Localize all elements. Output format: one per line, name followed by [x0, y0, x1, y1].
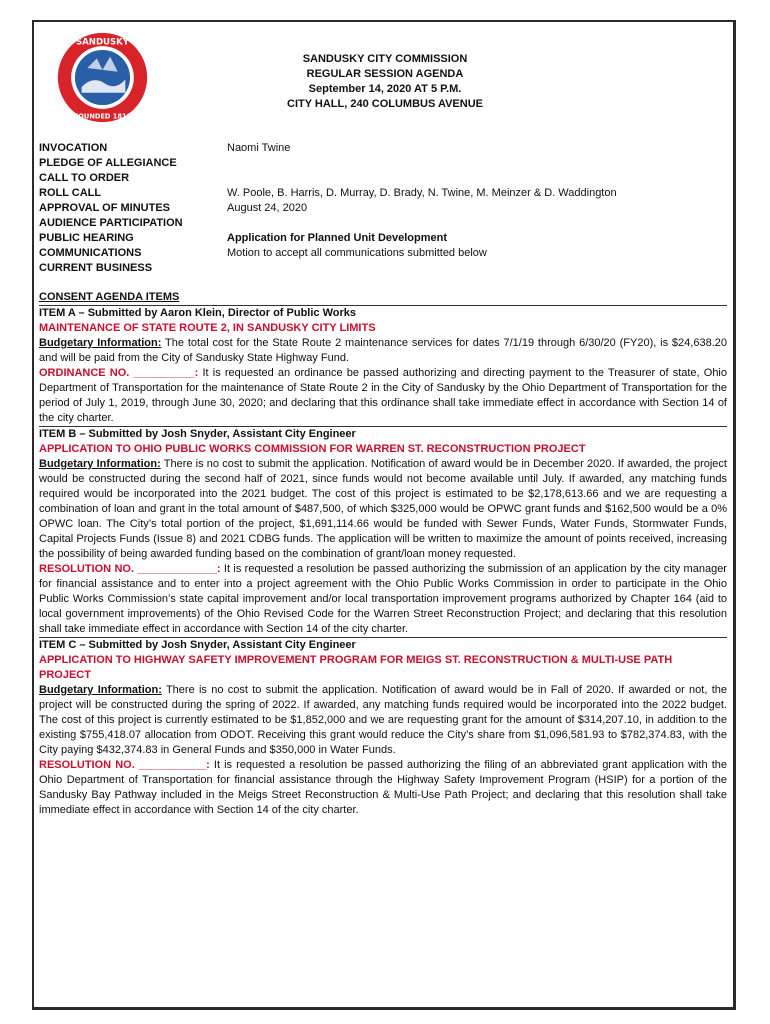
consent-title: CONSENT AGENDA ITEMS [39, 291, 180, 303]
item-heading: ITEM B – Submitted by Josh Snyder, Assistant City Engineer [39, 426, 727, 442]
agenda-header [0, 52, 770, 112]
order-of-business [39, 141, 729, 276]
order-row: COMMUNICATIONS Motion to accept all communications submitted below [39, 247, 487, 259]
action-paragraph: ORDINANCE NO. __________: It is requested an ordinance be passed authorizing and directing payment to the Treasurer of state, Ohio Department of Transportation for the maintenance of State Route 2 in the City of Sandusky by the Ohio Department of Transportation for the period of July 1, 2019, through June 30, 2020; and declaring that this ordinance shall take immediate effect in accordance with Section 14 of the city charter. [39, 367, 727, 424]
header-line-4: CITY HALL, 240 COLUMBUS AVENUE [287, 98, 483, 110]
order-row: ROLL CALL W. Poole, B. Harris, D. Murray, D. Brady, N. Twine, M. Meinzer & D. Waddington [39, 187, 617, 199]
item-c [39, 637, 727, 818]
consent-agenda [39, 290, 727, 818]
budget-paragraph: Budgetary Information: The total cost for the State Route 2 maintenance services for dates 7/1/19 through 6/30/20 (FY20), is $24,638.20 and will be paid from the City of Sandusky State Highway Fund. [39, 337, 727, 364]
item-title: MAINTENANCE OF STATE ROUTE 2, IN SANDUSKY CITY LIMITS [39, 322, 376, 334]
budget-paragraph: Budgetary Information: There is no cost to submit the application. Notification of award would be in Fall of 2020. If awarded or not, the project will be constructed during the spring of 2022. If awarded, any matching funds required would be incorporated into the 2022 budget. The cost of this project is currently estimated to be $1,852,000 and we are requesting grant for the amount of $314,207.10, in addition to the existing $755,418.07 allocation from ODOT. Receiving this grant would reduce the City’s share from $1,096,581.93 to $782,374.83, with the City paying $432,374.83 in General Funds and $350,000 in Water Funds. [39, 684, 727, 756]
svg-text:FOUNDED 1818: FOUNDED 1818 [73, 112, 132, 121]
header-line-1: SANDUSKY CITY COMMISSION [302, 53, 468, 65]
order-row: AUDIENCE PARTICIPATION [39, 217, 183, 229]
action-paragraph: RESOLUTION NO. _____________: It is requested a resolution be passed authorizing the submission of an application by the city manager for financial assistance and to enter into a project agreement with the Ohio Public Works Commission in order to participate in the Ohio Public Works Commission’s state capital improvement and/or local transportation improvement programs authorized by Chapter 164 (aid to local government improvements) of the Ohio Revised Code for the Warren Street Reconstruction Project; and declaring that this resolution shall take immediate effect in accordance with Section 14 of the city charter. [39, 563, 727, 635]
order-row: CALL TO ORDER [39, 172, 130, 184]
svg-text:SANDUSKY: SANDUSKY [76, 37, 129, 48]
order-row: INVOCATION Naomi Twine [39, 142, 291, 154]
budget-paragraph: Budgetary Information: There is no cost to submit the application. Notification of award would be in December 2020. If awarded, the project would be constructed during the second half of 2021, since funds would not become available until July. If awarded, any matching funds required would be incorporated into the 2021 budget. The cost of this project is estimated to be $2,178,613.66 and we are requesting a combination of loan and grant in the total amount of $487,500, of which $325,000 would be OPWC grant funds and $162,500 would be a 0% OPWC loan. The City’s total portion of the project, $1,691,114.66 would be funded with Sewer Funds, Water Funds, Stormwater Funds, Capital Projects Funds (Issue 8) and 2021 CDBG funds. The application will be written to maximize the amount of points received, increasing the possibility of being awarded funding based on the combination of grant/loan money requested. [39, 458, 727, 560]
order-row: PUBLIC HEARING Application for Planned Unit Development [39, 232, 448, 244]
item-title: APPLICATION TO HIGHWAY SAFETY IMPROVEMENT PROGRAM FOR MEIGS ST. RECONSTRUCTION & MULTI-USE PATH PROJECT [39, 654, 673, 681]
item-b [39, 426, 727, 637]
order-row: CURRENT BUSINESS [39, 262, 153, 274]
item-a [39, 305, 727, 426]
item-heading: ITEM C – Submitted by Josh Snyder, Assistant City Engineer [39, 637, 727, 653]
order-row: PLEDGE OF ALLEGIANCE [39, 157, 177, 169]
order-row: APPROVAL OF MINUTES August 24, 2020 [39, 202, 308, 214]
item-title: APPLICATION TO OHIO PUBLIC WORKS COMMISSION FOR WARREN ST. RECONSTRUCTION PROJECT [39, 443, 586, 455]
action-paragraph: RESOLUTION NO. ___________: It is requested a resolution be passed authorizing the filing of an abbreviated grant application with the Ohio Department of Transportation for financial assistance through the Highway Safety Improvement Program (HSIP) for a portion of the Sandusky Bay Pathway included in the Meigs Street Reconstruction & Multi-Use Path Project; and declaring that this resolution shall take immediate effect in accordance with Section 14 of the city charter. [39, 759, 727, 816]
item-heading: ITEM A – Submitted by Aaron Klein, Director of Public Works [39, 305, 727, 321]
header-line-3: September 14, 2020 AT 5 P.M. [308, 83, 462, 95]
header-line-2: REGULAR SESSION AGENDA [306, 68, 464, 80]
